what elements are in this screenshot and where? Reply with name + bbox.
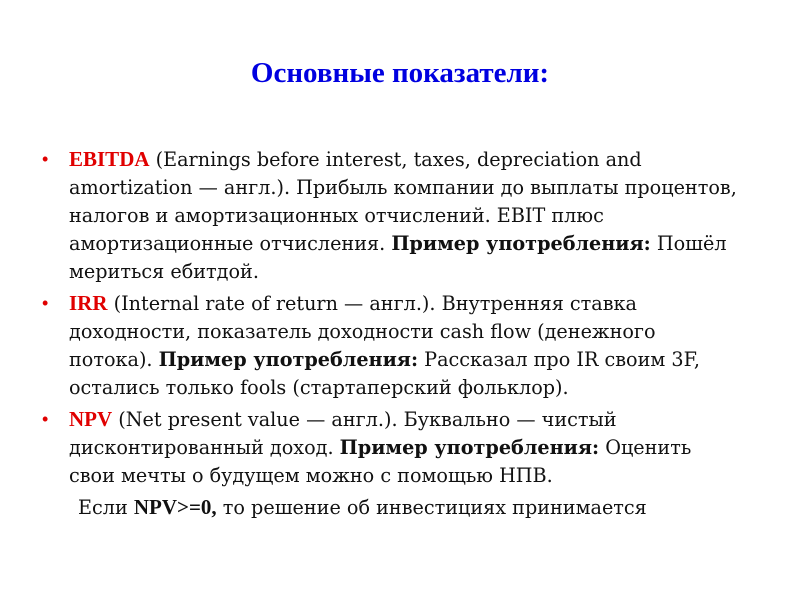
- example-text: Оценить свои мечты о будущем можно с помощью НПВ.: [69, 436, 692, 487]
- bullet-item-npv: [42, 405, 742, 490]
- bullet-dot-icon: •: [42, 409, 49, 429]
- example-label: Пример употребления:: [158, 348, 419, 371]
- example-text: Рассказал про IR своим 3F, остались только fools (стартаперский фольклор).: [69, 348, 701, 399]
- example-label: Пример употребления:: [391, 232, 651, 255]
- definition-text: (Net present value — англ.). Буквально — чистый дисконтированный доход.: [69, 408, 617, 459]
- bullet-item-ebitda: [42, 145, 742, 286]
- bullet-item-irr: [42, 289, 742, 402]
- bullet-dot-icon: •: [42, 293, 49, 313]
- note-suffix: то решение об инвестициях принимается: [216, 496, 647, 519]
- slide-title: Основные показатели:: [250, 57, 550, 89]
- term-ebitda: EBITDA: [69, 147, 150, 171]
- note-bold: NPV>=0,: [133, 495, 217, 519]
- definition-text: (Internal rate of return — англ.). Внутренняя ставка доходности, показатель доходности cash flow (денежного потока).: [69, 292, 656, 371]
- definition-text: (Earnings before interest, taxes, depreciation and amortization — англ.). Прибыль компании до выплаты процентов, налогов и амортизационных отчислений. EBIT плюс амортизационные отчисления.: [69, 148, 737, 255]
- term-irr: IRR: [69, 291, 108, 315]
- note-prefix: Если: [78, 496, 134, 519]
- npv-rule-note: [42, 493, 742, 522]
- bullet-dot-icon: •: [42, 149, 49, 169]
- example-label: Пример употребления:: [339, 436, 600, 459]
- bullet-list: [42, 145, 742, 522]
- example-text: Пошёл мериться ебитдой.: [69, 232, 727, 283]
- term-npv: NPV: [69, 407, 113, 431]
